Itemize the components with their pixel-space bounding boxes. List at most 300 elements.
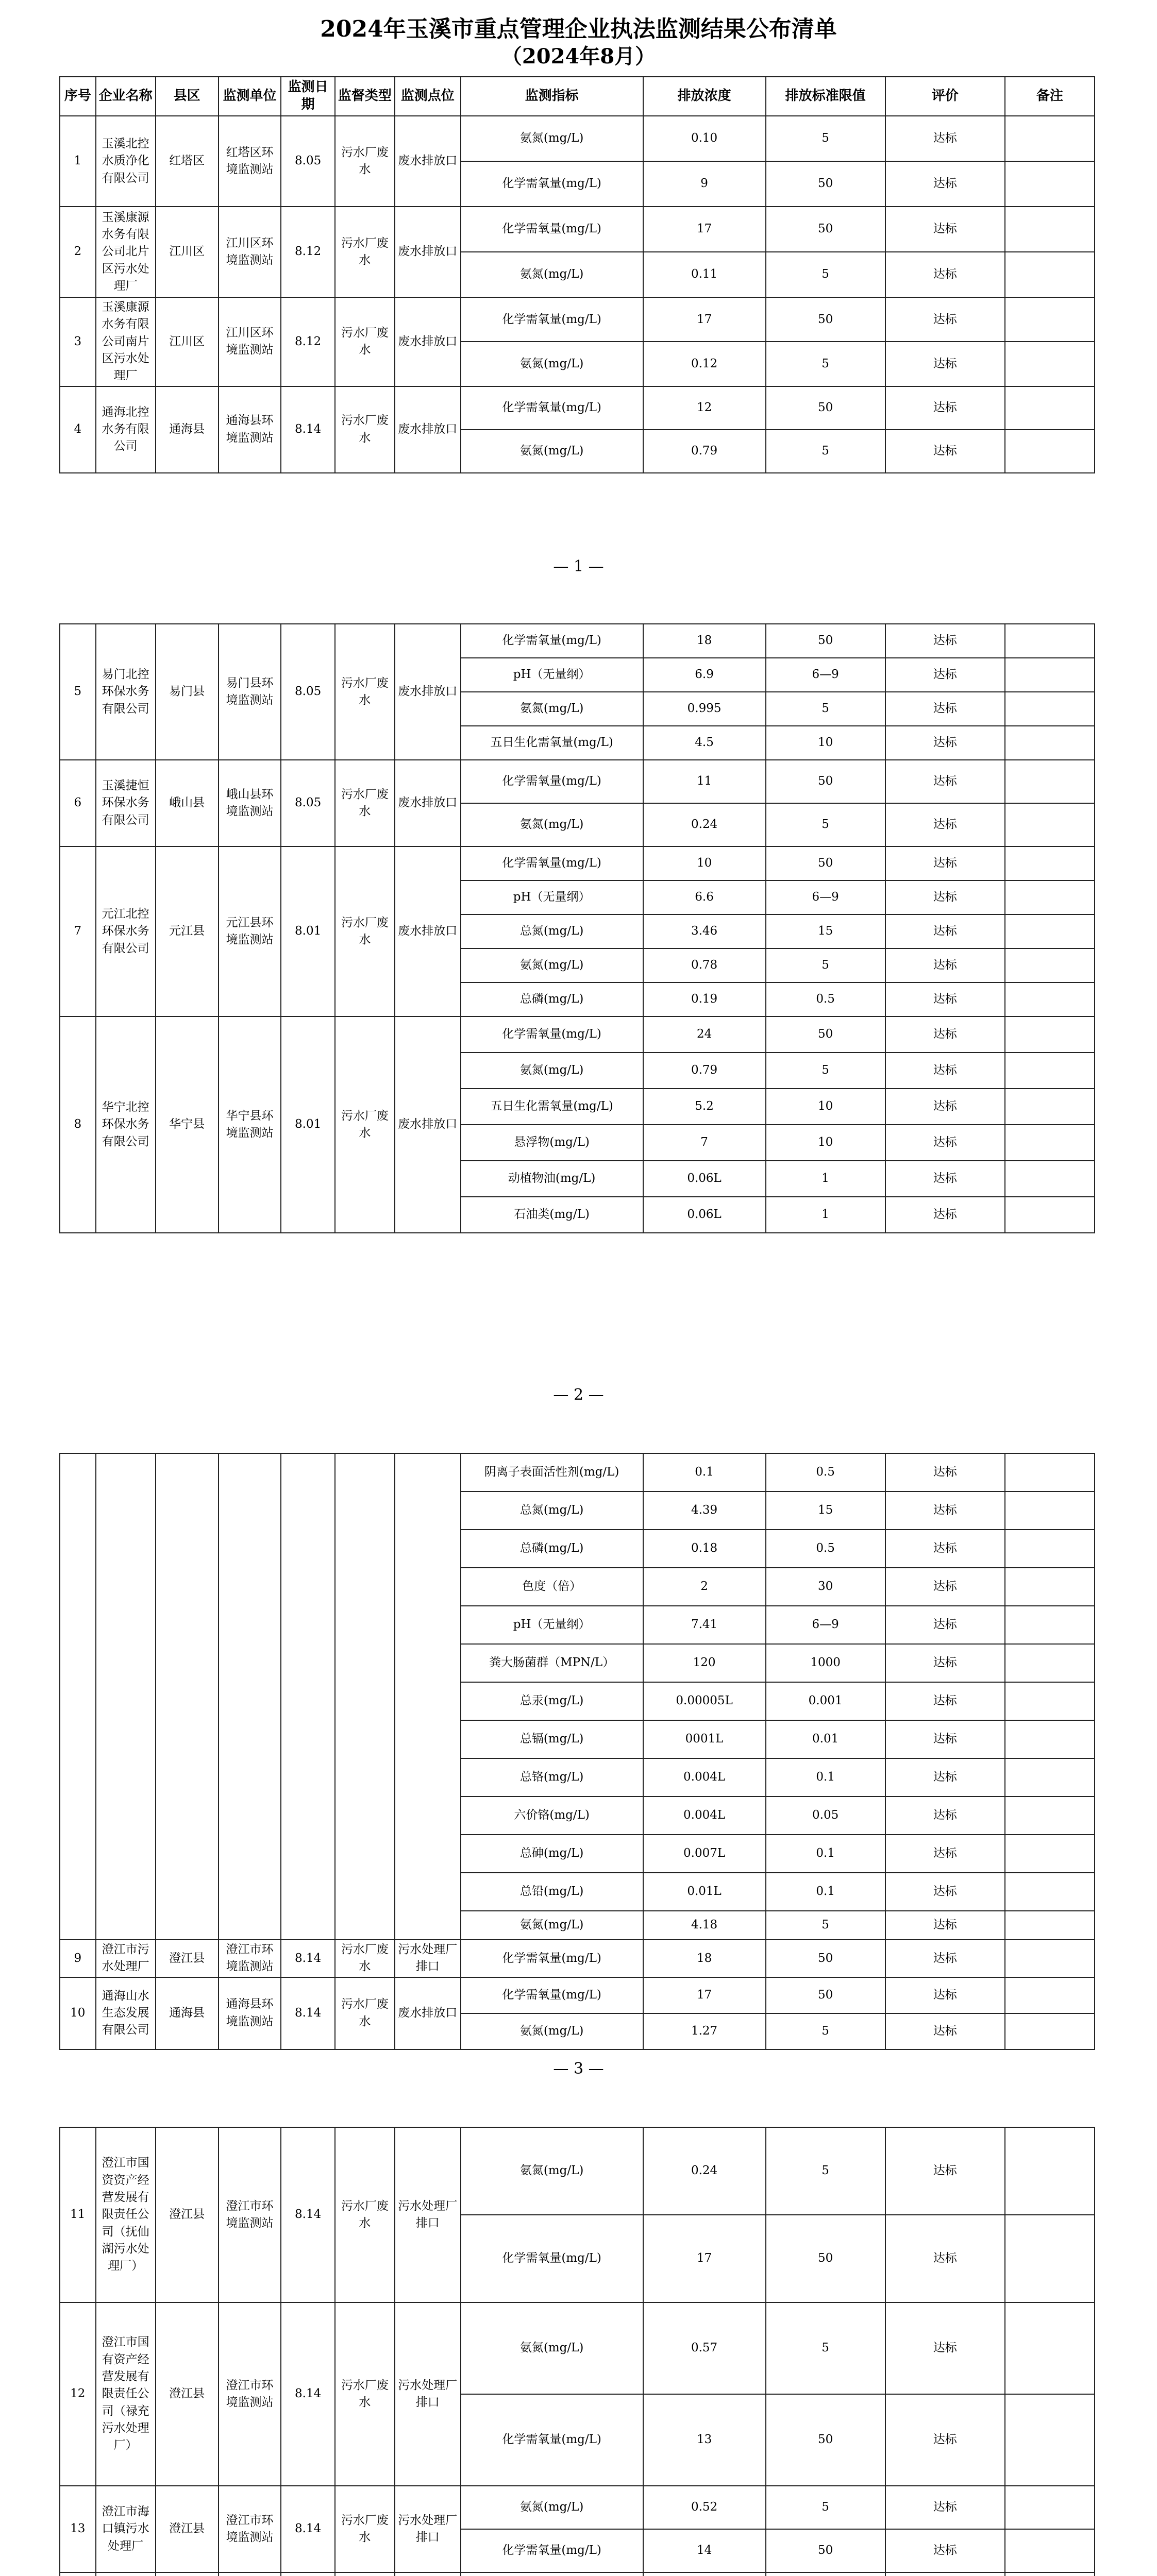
table-cell: 5 bbox=[766, 430, 885, 473]
table-cell bbox=[1005, 207, 1095, 252]
table-cell: 华宁县环境监测站 bbox=[219, 1016, 281, 1233]
table-cell: 红塔区环境监测站 bbox=[219, 116, 281, 207]
table-cell: 达标 bbox=[885, 2486, 1005, 2529]
table-cell: 总磷(mg/L) bbox=[461, 982, 643, 1016]
table-cell: 达标 bbox=[885, 1453, 1005, 1492]
table-cell: 50 bbox=[766, 624, 885, 658]
table-cell: 5 bbox=[766, 1911, 885, 1940]
table-cell: 悬浮物(mg/L) bbox=[461, 1125, 643, 1161]
table-cell: 17 bbox=[643, 207, 766, 252]
table-cell: 0.007L bbox=[643, 1835, 766, 1873]
table-cell: 50 bbox=[766, 207, 885, 252]
table-cell: 50 bbox=[766, 161, 885, 207]
table-cell bbox=[1005, 2127, 1095, 2215]
table-cell bbox=[335, 2572, 395, 2576]
table-cell: 达标 bbox=[885, 1873, 1005, 1911]
table-cell bbox=[1005, 2302, 1095, 2394]
column-header: 监测日期 bbox=[281, 77, 334, 116]
table-cell: 4.18 bbox=[643, 1911, 766, 1940]
table-cell bbox=[219, 2572, 281, 2576]
table-cell: 易门北控环保水务有限公司 bbox=[96, 624, 156, 760]
table-cell: 总氮(mg/L) bbox=[461, 1492, 643, 1530]
table-cell: 8.05 bbox=[281, 760, 334, 846]
table-cell: 50 bbox=[766, 1940, 885, 1977]
table-cell: 澄江市环境监测站 bbox=[219, 2127, 281, 2302]
table-cell: 化学需氧量(mg/L) bbox=[461, 1940, 643, 1977]
table-cell bbox=[1005, 1977, 1095, 2013]
table-cell: 江川区环境监测站 bbox=[219, 207, 281, 297]
table-cell: 氨氮(mg/L) bbox=[461, 116, 643, 161]
table-cell bbox=[1005, 1940, 1095, 1977]
table-cell: 0.18 bbox=[643, 1530, 766, 1568]
table-cell bbox=[1005, 658, 1095, 692]
table-row bbox=[60, 116, 1095, 161]
document-subtitle: （2024年8月） bbox=[501, 44, 656, 69]
table-cell: 达标 bbox=[885, 624, 1005, 658]
table-cell: 1 bbox=[60, 116, 96, 207]
table-cell: 污水厂废水 bbox=[335, 760, 395, 846]
table-cell: 六价铬(mg/L) bbox=[461, 1797, 643, 1835]
results-table-page-1 bbox=[59, 76, 1095, 473]
table-cell bbox=[1005, 1530, 1095, 1568]
table-cell: 化学需氧量(mg/L) bbox=[461, 297, 643, 342]
table-cell: 石油类(mg/L) bbox=[461, 1197, 643, 1233]
table-cell: 8.12 bbox=[281, 207, 334, 297]
table-cell: 9 bbox=[643, 161, 766, 207]
table-cell bbox=[643, 2572, 766, 2576]
table-cell: 污水厂废水 bbox=[335, 846, 395, 1016]
table-cell: 废水排放口 bbox=[395, 207, 461, 297]
column-header: 监测指标 bbox=[461, 77, 643, 116]
table-cell: 17 bbox=[643, 297, 766, 342]
table-cell: 0.57 bbox=[643, 2302, 766, 2394]
table-cell: 18 bbox=[643, 624, 766, 658]
table-cell: 元江县 bbox=[156, 846, 219, 1016]
table-cell: 通海山水生态发展有限公司 bbox=[96, 1977, 156, 2049]
results-table-page-2 bbox=[59, 623, 1095, 1233]
table-cell: 0.11 bbox=[643, 252, 766, 297]
table-cell: 总铅(mg/L) bbox=[461, 1873, 643, 1911]
table-cell: 50 bbox=[766, 846, 885, 880]
table-cell: 5 bbox=[766, 948, 885, 982]
table-cell: 废水排放口 bbox=[395, 624, 461, 760]
table-cell: 氨氮(mg/L) bbox=[461, 2486, 643, 2529]
table-cell: 50 bbox=[766, 2394, 885, 2486]
table-cell: 总磷(mg/L) bbox=[461, 1530, 643, 1568]
table-cell: 6 bbox=[60, 760, 96, 846]
table-cell: 7 bbox=[643, 1125, 766, 1161]
results-table-page-4 bbox=[59, 2127, 1095, 2576]
table-cell: 15 bbox=[766, 1492, 885, 1530]
table-cell bbox=[1005, 1016, 1095, 1053]
table-cell: 50 bbox=[766, 1977, 885, 2013]
table-cell: 废水排放口 bbox=[395, 297, 461, 386]
table-cell: 峨山县 bbox=[156, 760, 219, 846]
table-cell: 化学需氧量(mg/L) bbox=[461, 2529, 643, 2572]
table-cell: 达标 bbox=[885, 430, 1005, 473]
table-cell: 0.004L bbox=[643, 1758, 766, 1797]
table-cell: 达标 bbox=[885, 2394, 1005, 2486]
table-cell bbox=[1005, 116, 1095, 161]
table-cell: 8.14 bbox=[281, 1977, 334, 2049]
table-cell: 6.6 bbox=[643, 880, 766, 914]
table-cell: 0.1 bbox=[766, 1835, 885, 1873]
table-cell bbox=[60, 2572, 96, 2576]
table-cell: 6—9 bbox=[766, 880, 885, 914]
table-cell: 污水厂废水 bbox=[335, 1016, 395, 1233]
table-cell: 达标 bbox=[885, 207, 1005, 252]
table-cell: 8.01 bbox=[281, 846, 334, 1016]
table-cell: 化学需氧量(mg/L) bbox=[461, 1977, 643, 2013]
table-cell: 达标 bbox=[885, 1197, 1005, 1233]
column-header: 排放浓度 bbox=[643, 77, 766, 116]
page-number: — 3 — bbox=[553, 2060, 604, 2078]
table-cell: 总镉(mg/L) bbox=[461, 1720, 643, 1758]
table-cell: 总砷(mg/L) bbox=[461, 1835, 643, 1873]
table-cell: 5 bbox=[766, 342, 885, 386]
table-cell bbox=[1005, 1161, 1095, 1197]
table-cell bbox=[219, 1453, 281, 1940]
table-cell: 8.05 bbox=[281, 116, 334, 207]
results-table-page-3 bbox=[59, 1453, 1095, 2050]
table-cell bbox=[1005, 846, 1095, 880]
table-cell bbox=[1005, 342, 1095, 386]
table-cell: 1 bbox=[766, 1161, 885, 1197]
table-cell bbox=[1005, 1492, 1095, 1530]
table-cell: 通海县 bbox=[156, 386, 219, 473]
table-cell bbox=[1005, 1568, 1095, 1606]
table-cell: 污水厂废水 bbox=[335, 386, 395, 473]
table-cell: 废水排放口 bbox=[395, 760, 461, 846]
table-cell: 澄江市国资资产经营发展有限责任公司（抚仙湖污水处理厂） bbox=[96, 2127, 156, 2302]
table-cell: 达标 bbox=[885, 948, 1005, 982]
table-cell: 4.5 bbox=[643, 726, 766, 760]
table-cell: 7 bbox=[60, 846, 96, 1016]
table-cell: 达标 bbox=[885, 2302, 1005, 2394]
table-cell: 0.19 bbox=[643, 982, 766, 1016]
table-cell bbox=[1005, 252, 1095, 297]
table-cell: 达标 bbox=[885, 1568, 1005, 1606]
table-cell bbox=[281, 1453, 334, 1940]
table-cell bbox=[1005, 1720, 1095, 1758]
column-header: 评价 bbox=[885, 77, 1005, 116]
table-cell: 澄江市环境监测站 bbox=[219, 2302, 281, 2486]
table-cell: 华宁县 bbox=[156, 1016, 219, 1233]
table-cell: 达标 bbox=[885, 342, 1005, 386]
table-cell: 13 bbox=[643, 2394, 766, 2486]
table-cell bbox=[1005, 624, 1095, 658]
header-row bbox=[60, 77, 1095, 116]
table-cell: 8.05 bbox=[281, 624, 334, 760]
table-cell: 0.79 bbox=[643, 1053, 766, 1089]
table-cell: 氨氮(mg/L) bbox=[461, 342, 643, 386]
table-cell: 50 bbox=[766, 760, 885, 803]
table-cell: 0001L bbox=[643, 1720, 766, 1758]
table-cell bbox=[1005, 1125, 1095, 1161]
table-cell: 污水厂废水 bbox=[335, 2486, 395, 2572]
table-cell: 50 bbox=[766, 386, 885, 430]
table-row bbox=[60, 2127, 1095, 2215]
table-cell: 0.1 bbox=[766, 1758, 885, 1797]
table-cell: 达标 bbox=[885, 252, 1005, 297]
table-cell: 8.14 bbox=[281, 2302, 334, 2486]
table-cell: 0.5 bbox=[766, 1453, 885, 1492]
table-cell bbox=[1005, 726, 1095, 760]
table-cell: 8.14 bbox=[281, 386, 334, 473]
table-cell bbox=[1005, 1873, 1095, 1911]
table-cell: 12 bbox=[60, 2302, 96, 2486]
table-cell: 达标 bbox=[885, 1161, 1005, 1197]
table-cell: 玉溪捷恒环保水务有限公司 bbox=[96, 760, 156, 846]
table-cell: 元江北控环保水务有限公司 bbox=[96, 846, 156, 1016]
table-cell bbox=[1005, 1911, 1095, 1940]
table-cell: 5 bbox=[766, 692, 885, 726]
table-cell: 50 bbox=[766, 1016, 885, 1053]
column-header: 企业名称 bbox=[96, 77, 156, 116]
table-cell: 达标 bbox=[885, 880, 1005, 914]
table-cell: 4 bbox=[60, 386, 96, 473]
table-cell bbox=[1005, 914, 1095, 948]
table-cell: 达标 bbox=[885, 760, 1005, 803]
table-cell bbox=[1005, 1197, 1095, 1233]
table-cell: 污水处理厂排口 bbox=[395, 1940, 461, 1977]
column-header: 监测单位 bbox=[219, 77, 281, 116]
table-cell: 达标 bbox=[885, 386, 1005, 430]
table-cell: 达标 bbox=[885, 982, 1005, 1016]
table-cell bbox=[96, 2572, 156, 2576]
table-cell: 化学需氧量(mg/L) bbox=[461, 207, 643, 252]
table-cell: 易门县 bbox=[156, 624, 219, 760]
table-cell: 达标 bbox=[885, 1606, 1005, 1644]
table-cell: 达标 bbox=[885, 1053, 1005, 1089]
table-cell: 玉溪北控水质净化有限公司 bbox=[96, 116, 156, 207]
table-cell: 污水厂废水 bbox=[335, 207, 395, 297]
table-cell bbox=[1005, 692, 1095, 726]
table-cell: 污水厂废水 bbox=[335, 1940, 395, 1977]
table-cell bbox=[461, 2572, 643, 2576]
table-cell: 0.1 bbox=[766, 1873, 885, 1911]
table-cell: 8 bbox=[60, 1016, 96, 1233]
table-row bbox=[60, 1453, 1095, 1492]
table-cell: 氨氮(mg/L) bbox=[461, 430, 643, 473]
table-cell: 12 bbox=[643, 386, 766, 430]
table-cell: 5 bbox=[766, 116, 885, 161]
table-cell: 8.14 bbox=[281, 2127, 334, 2302]
table-cell: 澄江市海口镇污水处理厂 bbox=[96, 2486, 156, 2572]
table-cell: 玉溪康源水务有限公司南片区污水处理厂 bbox=[96, 297, 156, 386]
table-cell: 江川区 bbox=[156, 297, 219, 386]
table-cell: 2 bbox=[643, 1568, 766, 1606]
table-cell bbox=[1005, 2486, 1095, 2529]
table-cell: pH（无量纲） bbox=[461, 880, 643, 914]
table-row bbox=[60, 2302, 1095, 2394]
table-cell: 总氮(mg/L) bbox=[461, 914, 643, 948]
table-cell: 达标 bbox=[885, 1758, 1005, 1797]
table-cell: 11 bbox=[643, 760, 766, 803]
table-cell: 达标 bbox=[885, 2013, 1005, 2049]
table-cell: 0.06L bbox=[643, 1161, 766, 1197]
table-cell: 氨氮(mg/L) bbox=[461, 252, 643, 297]
table-cell bbox=[1005, 1835, 1095, 1873]
table-cell bbox=[1005, 880, 1095, 914]
table-cell: 氨氮(mg/L) bbox=[461, 803, 643, 846]
table-cell: 5.2 bbox=[643, 1089, 766, 1125]
table-cell: 污水厂废水 bbox=[335, 116, 395, 207]
table-cell: 污水处理厂排口 bbox=[395, 2486, 461, 2572]
table-cell bbox=[1005, 161, 1095, 207]
table-cell: 14 bbox=[643, 2529, 766, 2572]
table-cell: 0.24 bbox=[643, 803, 766, 846]
table-cell: 50 bbox=[766, 2529, 885, 2572]
table-cell: 达标 bbox=[885, 846, 1005, 880]
table-cell: 达标 bbox=[885, 1016, 1005, 1053]
table-cell: 达标 bbox=[885, 1797, 1005, 1835]
table-cell: 0.05 bbox=[766, 1797, 885, 1835]
table-cell bbox=[1005, 982, 1095, 1016]
table-cell: 污水厂废水 bbox=[335, 297, 395, 386]
table-cell bbox=[1005, 297, 1095, 342]
table-cell: 氨氮(mg/L) bbox=[461, 948, 643, 982]
table-cell: 达标 bbox=[885, 1530, 1005, 1568]
table-cell: 氨氮(mg/L) bbox=[461, 2013, 643, 2049]
table-cell: 化学需氧量(mg/L) bbox=[461, 386, 643, 430]
table-cell: 13 bbox=[60, 2486, 96, 2572]
table-cell: 0.5 bbox=[766, 1530, 885, 1568]
table-cell: 8.14 bbox=[281, 1940, 334, 1977]
table-cell bbox=[156, 2572, 219, 2576]
table-cell: 废水排放口 bbox=[395, 1977, 461, 2049]
table-cell: 华宁北控环保水务有限公司 bbox=[96, 1016, 156, 1233]
table-cell: 0.78 bbox=[643, 948, 766, 982]
table-cell: 5 bbox=[766, 803, 885, 846]
table-cell bbox=[1005, 2394, 1095, 2486]
table-cell: 江川区 bbox=[156, 207, 219, 297]
table-cell: 达标 bbox=[885, 2127, 1005, 2215]
table-cell: 0.1 bbox=[643, 1453, 766, 1492]
table-row bbox=[60, 2572, 1095, 2576]
table-cell: 达标 bbox=[885, 2529, 1005, 2572]
table-cell: 化学需氧量(mg/L) bbox=[461, 846, 643, 880]
table-cell: 通海县环境监测站 bbox=[219, 386, 281, 473]
table-cell: 5 bbox=[766, 2486, 885, 2529]
column-header: 监督类型 bbox=[335, 77, 395, 116]
table-row bbox=[60, 1016, 1095, 1053]
table-cell: 120 bbox=[643, 1644, 766, 1682]
table-cell: 废水排放口 bbox=[395, 1016, 461, 1233]
table-cell: 粪大肠菌群（MPN/L） bbox=[461, 1644, 643, 1682]
table-cell: pH（无量纲） bbox=[461, 658, 643, 692]
column-header: 县区 bbox=[156, 77, 219, 116]
table-row bbox=[60, 624, 1095, 658]
table-row bbox=[60, 760, 1095, 803]
table-row bbox=[60, 846, 1095, 880]
table-cell: 达标 bbox=[885, 1644, 1005, 1682]
page-number: — 1 — bbox=[553, 557, 604, 575]
table-cell: 污水厂废水 bbox=[335, 624, 395, 760]
table-cell: 化学需氧量(mg/L) bbox=[461, 161, 643, 207]
table-cell: 0.5 bbox=[766, 982, 885, 1016]
table-cell: 0.001 bbox=[766, 1682, 885, 1720]
table-cell bbox=[1005, 430, 1095, 473]
table-cell bbox=[1005, 2215, 1095, 2302]
table-cell: 0.01L bbox=[643, 1873, 766, 1911]
table-cell: pH（无量纲） bbox=[461, 1606, 643, 1644]
table-cell: 30 bbox=[766, 1568, 885, 1606]
table-cell: 0.79 bbox=[643, 430, 766, 473]
table-cell bbox=[1005, 948, 1095, 982]
table-cell: 4.39 bbox=[643, 1492, 766, 1530]
table-cell: 峨山县环境监测站 bbox=[219, 760, 281, 846]
table-cell bbox=[281, 2572, 334, 2576]
table-cell: 红塔区 bbox=[156, 116, 219, 207]
table-cell: 2 bbox=[60, 207, 96, 297]
table-cell: 化学需氧量(mg/L) bbox=[461, 1016, 643, 1053]
table-cell bbox=[395, 2572, 461, 2576]
table-cell: 达标 bbox=[885, 1835, 1005, 1873]
table-cell: 氨氮(mg/L) bbox=[461, 1053, 643, 1089]
table-cell: 氨氮(mg/L) bbox=[461, 2127, 643, 2215]
table-cell: 污水厂废水 bbox=[335, 2302, 395, 2486]
table-cell bbox=[885, 2572, 1005, 2576]
table-cell: 达标 bbox=[885, 161, 1005, 207]
table-cell: 污水处理厂排口 bbox=[395, 2302, 461, 2486]
table-cell: 化学需氧量(mg/L) bbox=[461, 2394, 643, 2486]
table-cell: 6—9 bbox=[766, 1606, 885, 1644]
table-cell: 总汞(mg/L) bbox=[461, 1682, 643, 1720]
table-cell bbox=[766, 2572, 885, 2576]
table-row bbox=[60, 207, 1095, 252]
table-cell: 0.24 bbox=[643, 2127, 766, 2215]
table-cell: 8.12 bbox=[281, 297, 334, 386]
table-cell bbox=[1005, 803, 1095, 846]
table-cell: 元江县环境监测站 bbox=[219, 846, 281, 1016]
table-cell: 达标 bbox=[885, 726, 1005, 760]
table-cell: 废水排放口 bbox=[395, 386, 461, 473]
table-cell: 澄江县 bbox=[156, 2486, 219, 2572]
table-row bbox=[60, 297, 1095, 342]
table-row bbox=[60, 1940, 1095, 1977]
table-cell: 化学需氧量(mg/L) bbox=[461, 760, 643, 803]
table-row bbox=[60, 1977, 1095, 2013]
table-cell: 达标 bbox=[885, 914, 1005, 948]
table-cell: 24 bbox=[643, 1016, 766, 1053]
table-cell: 10 bbox=[766, 1089, 885, 1125]
table-cell: 50 bbox=[766, 2215, 885, 2302]
table-cell: 通海县环境监测站 bbox=[219, 1977, 281, 2049]
column-header: 排放标准限值 bbox=[766, 77, 885, 116]
table-cell: 通海北控水务有限公司 bbox=[96, 386, 156, 473]
table-cell bbox=[1005, 1053, 1095, 1089]
table-cell: 化学需氧量(mg/L) bbox=[461, 2215, 643, 2302]
table-cell bbox=[1005, 2529, 1095, 2572]
table-cell: 3 bbox=[60, 297, 96, 386]
table-cell: 5 bbox=[766, 1053, 885, 1089]
table-row bbox=[60, 386, 1095, 430]
table-cell bbox=[1005, 1758, 1095, 1797]
table-cell: 五日生化需氧量(mg/L) bbox=[461, 1089, 643, 1125]
table-cell: 8.14 bbox=[281, 2486, 334, 2572]
table-cell: 色度（倍） bbox=[461, 1568, 643, 1606]
table-cell: 0.52 bbox=[643, 2486, 766, 2529]
table-cell: 5 bbox=[60, 624, 96, 760]
table-cell: 澄江市污水处理厂 bbox=[96, 1940, 156, 1977]
table-cell: 6.9 bbox=[643, 658, 766, 692]
table-cell: 18 bbox=[643, 1940, 766, 1977]
table-cell: 五日生化需氧量(mg/L) bbox=[461, 726, 643, 760]
table-cell: 达标 bbox=[885, 1911, 1005, 1940]
column-header: 备注 bbox=[1005, 77, 1095, 116]
table-cell: 15 bbox=[766, 914, 885, 948]
